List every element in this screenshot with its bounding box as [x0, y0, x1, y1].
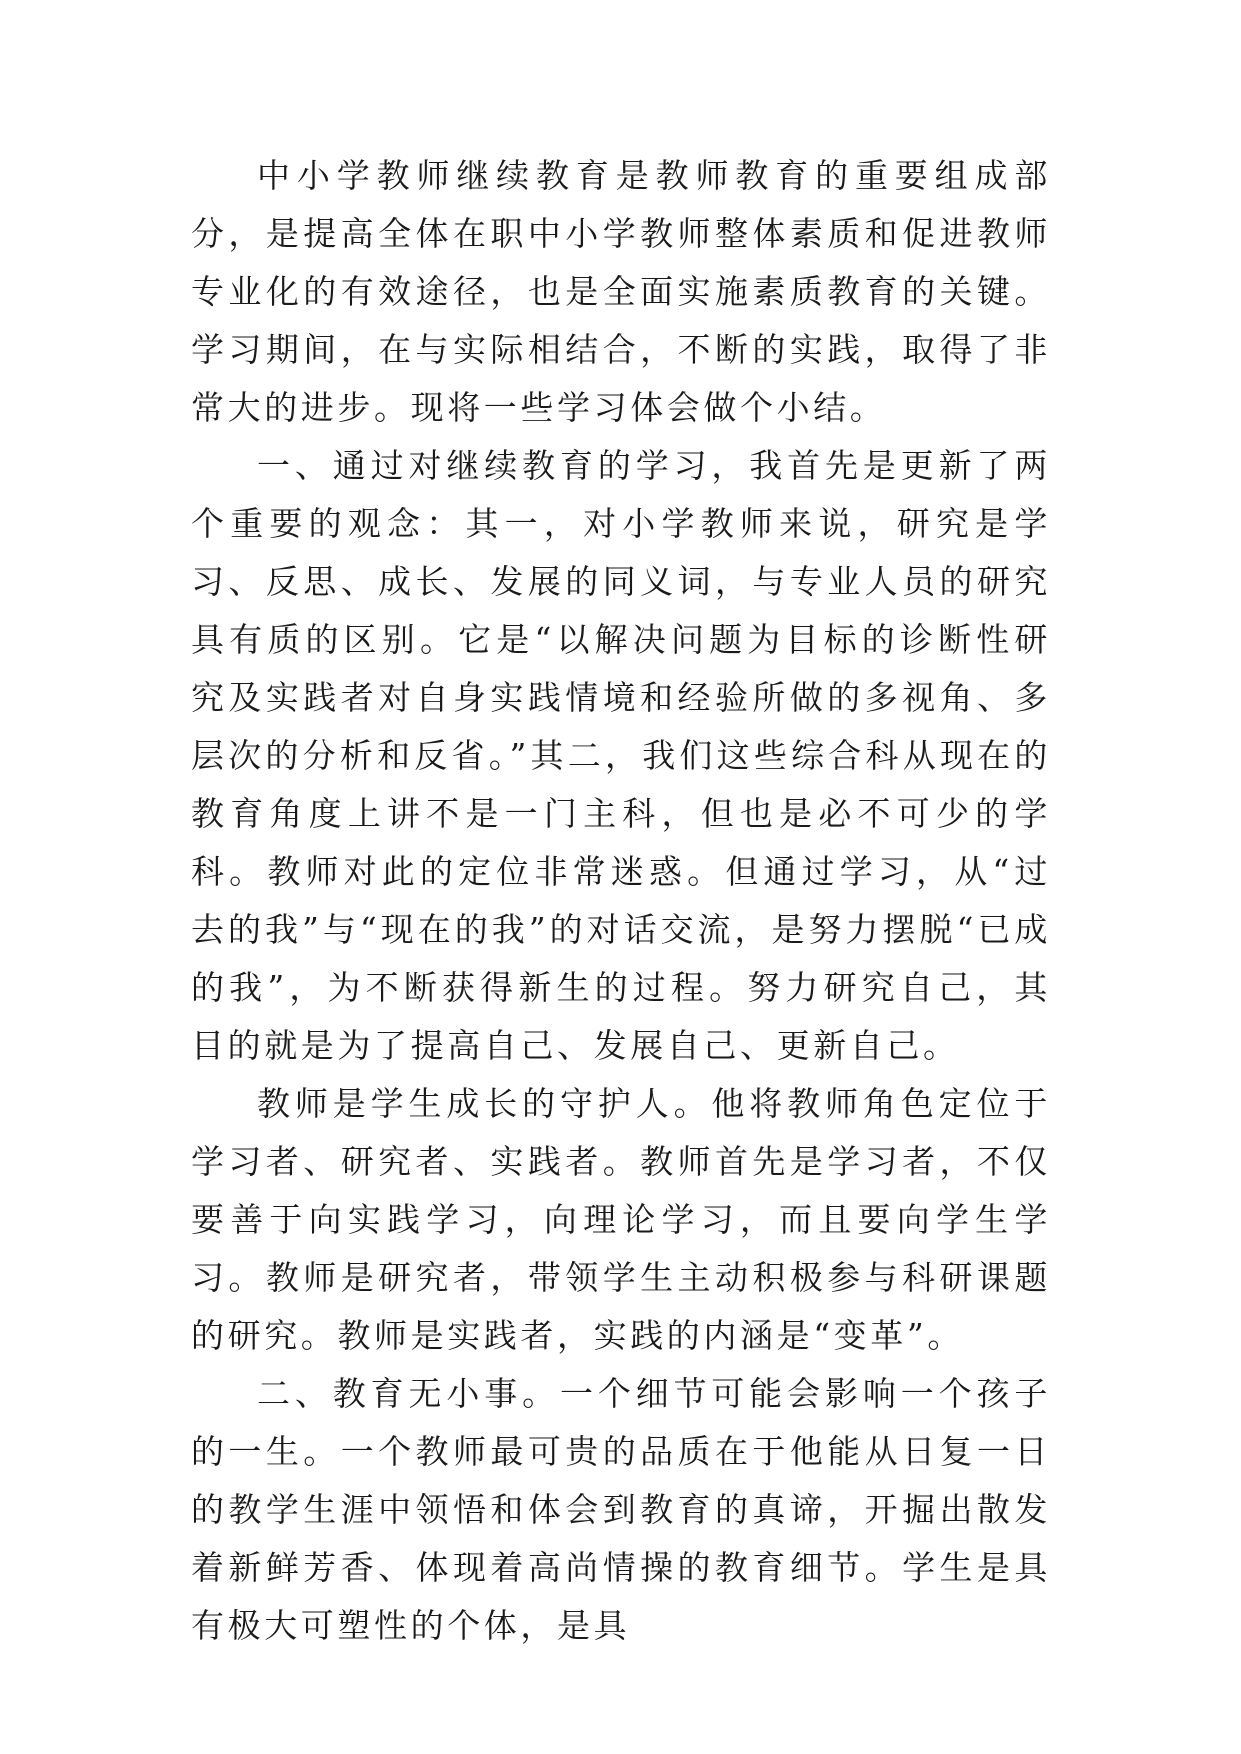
paragraph-teacher-role: 教师是学生成长的守护人。他将教师角色定位于学习者、研究者、实践者。教师首先是学习者，不仅要善于向实践学习，向理论学习，而且要向学生学习。教师是研究者，带领学生主动积极参与科研课题的研究。教师是实践者，实践的内涵是“变革”。 [191, 1084, 1051, 1355]
paragraph-intro: 中小学教师继续教育是教师教育的重要组成部分，是提高全体在职中小学教师整体素质和促进教师专业化的有效途径，也是全面实施素质教育的关键。学习期间，在与实际相结合，不断的实践，取得了非常大的进步。现将一些学习体会做个小结。 [191, 156, 1051, 427]
document-body [191, 147, 1051, 1655]
paragraph-section-one: 一、通过对继续教育的学习，我首先是更新了两个重要的观念：其一，对小学教师来说，研究是学习、反思、成长、发展的同义词，与专业人员的研究具有质的区别。它是“以解决问题为目标的诊断性研究及实践者对自身实践情境和经验所做的多视角、多层次的分析和反省。”其二，我们这些综合科从现在的教育角度上讲不是一门主科，但也是必不可少的学科。教师对此的定位非常迷惑。但通过学习，从“过去的我”与“现在的我”的对话交流，是努力摆脱“已成的我”，为不断获得新生的过程。努力研究自己，其目的就是为了提高自己、发展自己、更新自己。 [191, 446, 1051, 1065]
paragraph-section-two: 二、教育无小事。一个细节可能会影响一个孩子的一生。一个教师最可贵的品质在于他能从日复一日的教学生涯中领悟和体会到教育的真谛，开掘出散发着新鲜芳香、体现着高尚情操的教育细节。学生是具有极大可塑性的个体，是具 [191, 1374, 1051, 1645]
